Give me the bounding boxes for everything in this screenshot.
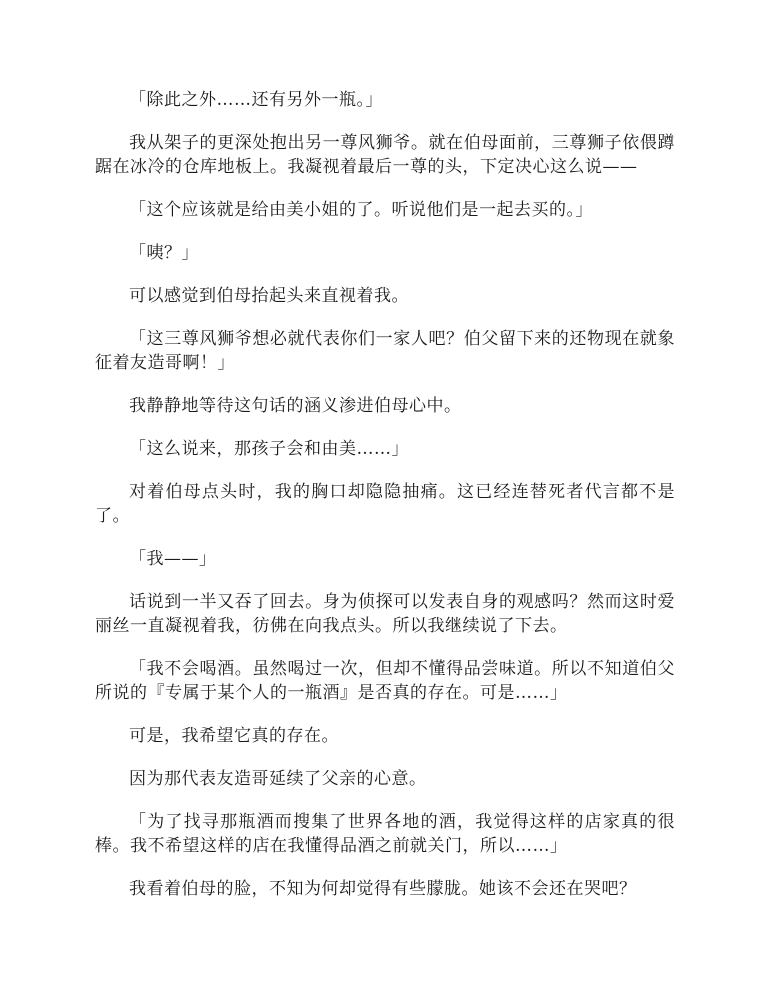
paragraph-6: 「这三尊风狮爷想必就代表你们一家人吧？伯父留下来的还物现在就象征着友造哥啊！」 — [95, 329, 675, 373]
paragraph-12: 「我不会喝酒。虽然喝过一次，但却不懂得品尝味道。所以不知道伯父所说的『专属于某个人的一瓶酒』是否真的存在。可是……」 — [95, 659, 675, 703]
paragraph-9: 对着伯母点头时，我的胸口却隐隐抽痛。这已经连替死者代言都不是了。 — [95, 482, 675, 526]
paragraph-1: 「除此之外……还有另外一瓶。」 — [129, 90, 383, 110]
paragraph-7: 我静静地等待这句话的涵义渗进伯母心中。 — [129, 396, 462, 416]
paragraph-5: 可以感觉到伯母抬起头来直视着我。 — [129, 286, 409, 306]
paragraph-8: 「这么说来，那孩子会和由美……」 — [129, 439, 409, 459]
paragraph-10: 「我——」 — [129, 549, 217, 569]
paragraph-14: 因为那代表友造哥延续了父亲的心意。 — [129, 769, 427, 789]
paragraph-3: 「这个应该就是给由美小姐的了。听说他们是一起去买的。」 — [129, 200, 593, 220]
paragraph-11: 话说到一半又吞了回去。身为侦探可以发表自身的观感吗？然而这时爱丽丝一直凝视着我，彷佛在向我点头。所以我继续说了下去。 — [95, 592, 675, 636]
paragraph-16: 我看着伯母的脸，不知为何却觉得有些朦胧。她该不会还在哭吧？ — [129, 879, 637, 899]
paragraph-15: 「为了找寻那瓶酒而搜集了世界各地的酒，我觉得这样的店家真的很棒。我不希望这样的店在我懂得品酒之前就关门，所以……」 — [95, 812, 675, 856]
paragraph-2: 我从架子的更深处抱出另一尊风狮爷。就在伯母面前，三尊狮子依偎蹲踞在冰冷的仓库地板上。我凝视着最后一尊的头，下定决心这么说—— — [95, 133, 675, 177]
paragraph-13: 可是，我希望它真的存在。 — [129, 726, 339, 746]
paragraph-4: 「咦？」 — [129, 243, 199, 263]
document-body — [95, 88, 675, 920]
